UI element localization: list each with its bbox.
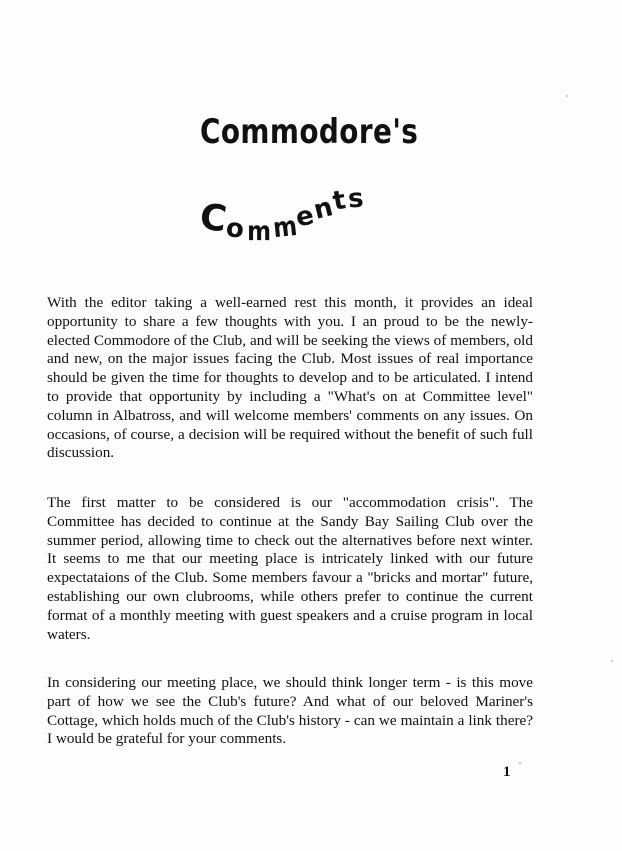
heading-letter-e: e <box>293 200 317 234</box>
page-number: 1 <box>503 764 511 780</box>
heading-letter-m2: m <box>271 210 299 245</box>
heading-commodores: Commodore's <box>200 112 419 152</box>
paragraph-accommodation: The first matter to be considered is our "accommodation crisis". The Committee has decided to continue at the Sandy Bay Sailing Club over the summer period, allowing time to check out the alternatives before next winter. It seems to me that our meeting place is intricately linked with our future expectataions of the Club. Some members favour a "bricks and mortar" future, establishing our own clubrooms, while others prefer to continue the current format of a monthly meeting with guest speakers and a cruise program in local waters. <box>47 494 533 643</box>
heading-letter-m1: m <box>247 216 272 247</box>
heading-letter-s: s <box>346 183 365 215</box>
scan-speck <box>566 95 568 97</box>
scan-speck <box>519 762 521 764</box>
heading-letter-t: t <box>330 185 348 217</box>
heading-letter-c: C <box>197 196 230 241</box>
heading-letter-n: n <box>310 192 336 226</box>
heading-letter-o: o <box>224 213 246 245</box>
paragraph-meeting-place: In considering our meeting place, we should think longer term - is this move part of how we see the Club's future? And what of our beloved Mariner's Cottage, which holds much of the Club's history - can we maintain a link there? I would be grateful for your comments. <box>47 674 533 748</box>
paragraph-intro: With the editor taking a well-earned rest this month, it provides an ideal opportunity to share a few thoughts with you. I an proud to be the newly-elected Commodore of the Club, and will be seeking the views of members, old and new, on the major issues facing the Club. Most issues of real importance should be given the time for thoughts to develop and to be articulated. I intend to provide that opportunity by including a "What's on at Committee level" column in Albatross, and will welcome members' comments on any issues. On occasions, of course, a decision will be required without the benefit of such full discussion. <box>47 294 533 462</box>
scan-speck <box>611 660 613 662</box>
heading-comments <box>197 183 380 252</box>
